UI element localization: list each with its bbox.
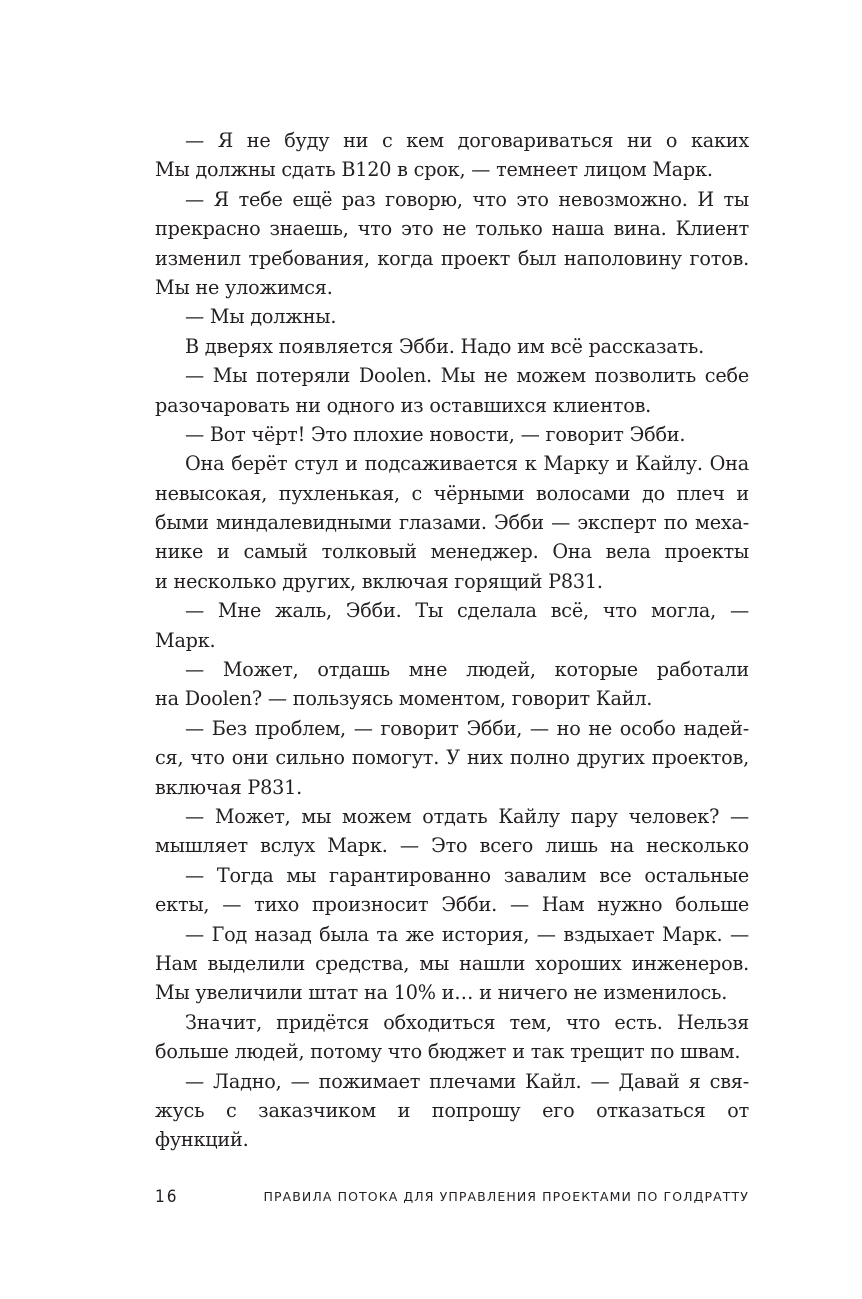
text-line: невысокая, пухленькая, с чёрными волосами до плеч и bbox=[155, 481, 749, 505]
text-line: Она берёт стул и подсаживается к Марку и Кайлу. Она bbox=[185, 452, 749, 476]
text-line: — Без проблем, — говорит Эбби, — но не особо надей- bbox=[185, 716, 749, 740]
page-number: 16 bbox=[155, 1187, 179, 1207]
text-line: ся, что они сильно помогут. У них полно других проектов, bbox=[155, 746, 749, 770]
text-line: — Тогда мы гарантированно завалим все остальные bbox=[185, 863, 749, 887]
text-line: В дверях появляется Эбби. Надо им всё рассказать. bbox=[185, 334, 705, 358]
text-line: и несколько других, включая горящий P831. bbox=[155, 569, 603, 593]
text-line: — Мы должны. bbox=[185, 305, 337, 329]
text-line: — Вот чёрт! Это плохие новости, — говорит Эбби. bbox=[185, 422, 686, 446]
text-line: — Может, мы можем отдать Кайлу пару человек? — bbox=[185, 804, 749, 828]
text-line: включая P831. bbox=[155, 775, 303, 799]
text-line: — Ладно, — пожимает плечами Кайл. — Давай я свя- bbox=[185, 1069, 749, 1093]
text-line: быми миндалевидными глазами. Эбби — эксперт по меха- bbox=[155, 511, 749, 535]
text-line: Мы должны сдать B120 в срок, — темнеет лицом Марк. bbox=[155, 158, 713, 182]
text-line: жусь с заказчиком и попрошу его отказаться от bbox=[155, 1098, 749, 1122]
text-line: — Мне жаль, Эбби. Ты сделала всё, что могла, — bbox=[185, 599, 749, 623]
text-line: Марк. bbox=[155, 628, 216, 652]
text-line: нике и самый толковый менеджер. Она вела проекты bbox=[155, 540, 749, 564]
text-line: — Я тебе ещё раз говорю, что это невозможно. И ты bbox=[185, 187, 749, 211]
text-line: на Doolen? — пользуясь моментом, говорит Кайл. bbox=[155, 687, 653, 711]
page-footer bbox=[155, 1187, 749, 1211]
body-text bbox=[155, 126, 749, 1155]
text-line: больше людей, потому что бюджет и так трещит по швам. bbox=[155, 1040, 741, 1064]
text-line: екты, — тихо произносит Эбби. — Нам нужно больше bbox=[155, 893, 749, 917]
text-line: — Мы потеряли Doolen. Мы не можем позволить себе bbox=[185, 364, 749, 388]
text-line: прекрасно знаешь, что это не только наша вина. Клиент bbox=[155, 217, 749, 241]
text-line: мышляет вслух Марк. — Это всего лишь на несколько bbox=[155, 834, 749, 858]
text-line: — Я не буду ни с кем договариваться ни о каких bbox=[185, 129, 749, 152]
text-line: разочаровать ни одного из оставшихся клиентов. bbox=[155, 393, 652, 417]
text-line: Мы увеличили штат на 10% и… и ничего не изменилось. bbox=[155, 981, 728, 1005]
text-line: — Год назад была та же история, — вздыхает Марк. — bbox=[185, 922, 749, 946]
text-line: изменил требования, когда проект был наполовину готов. bbox=[155, 246, 749, 270]
text-line: Значит, придётся обходиться тем, что есть. Нельзя bbox=[185, 1010, 749, 1034]
text-line: — Может, отдашь мне людей, которые работали bbox=[185, 658, 749, 682]
text-line: Нам выделили средства, мы нашли хороших инженеров. bbox=[155, 951, 749, 975]
text-line: функций. bbox=[155, 1128, 249, 1152]
text-line: Мы не уложимся. bbox=[155, 275, 333, 299]
running-title: ПРАВИЛА ПОТОКА ДЛЯ УПРАВЛЕНИЯ ПРОЕКТАМИ ПО ГОЛДРАТТУ bbox=[263, 1189, 749, 1204]
